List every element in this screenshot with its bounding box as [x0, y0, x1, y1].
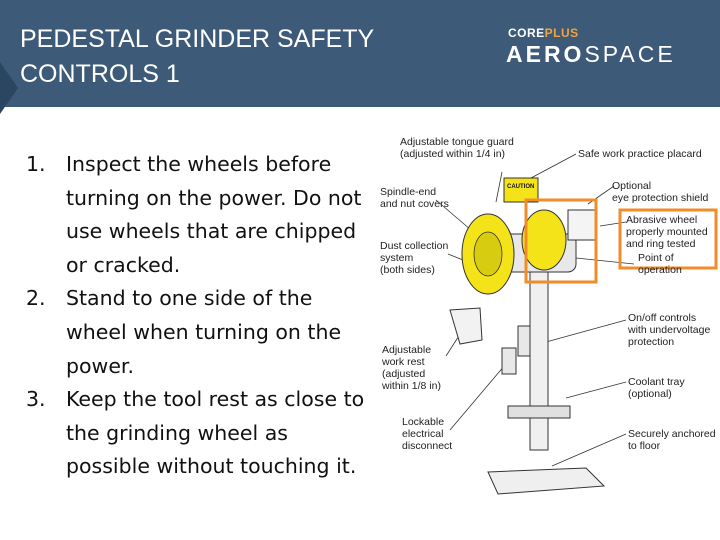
list-item-number: 1.: [26, 152, 46, 176]
label-tongue-guard: [400, 136, 514, 160]
list-item-text: Keep the tool rest as close to the grinding wheel as possible without touching it.: [66, 387, 365, 479]
list-item: [26, 282, 371, 383]
label-line: (adjusted within 1/4 in): [400, 148, 506, 160]
left-spindle-cover: [474, 232, 502, 276]
list-item-text: Inspect the wheels before turning on the power. Do not use wheels that are chipped or cracked.: [66, 152, 362, 277]
caution-text: CAUTION: [507, 184, 535, 190]
label-line: work rest: [382, 356, 425, 368]
label-anchored: [628, 428, 716, 452]
slide-title-line-1: PEDESTAL GRINDER SAFETY: [20, 25, 375, 53]
label-lockable-disconnect: [402, 416, 452, 452]
label-abrasive-wheel: [626, 214, 708, 250]
work-rest-shield: [450, 308, 482, 344]
pedestal-base: [488, 468, 604, 494]
caution-placard: [504, 178, 538, 202]
list-item: [26, 148, 371, 282]
label-eye-shield: [612, 180, 708, 204]
label-line: Coolant tray: [628, 376, 685, 388]
right-wheel-guard: [522, 210, 566, 270]
logo-aero-text: AERO: [506, 41, 585, 67]
list-item-number: 3.: [26, 387, 46, 412]
label-line: to floor: [628, 440, 661, 452]
label-line: and nut covers: [380, 198, 449, 210]
label-line: system: [380, 252, 414, 264]
label-line: and ring tested: [626, 238, 696, 250]
logo-coreplus-text: [508, 26, 579, 40]
label-line: with undervoltage: [628, 324, 711, 336]
label-line: Adjustable tongue guard: [400, 136, 514, 148]
label-line: Adjustable: [382, 344, 432, 356]
grinder-diagram: [376, 130, 720, 540]
slide-title: [20, 22, 440, 92]
eye-protection-shield: [568, 210, 596, 240]
label-line: (both sides): [380, 264, 435, 276]
list-item-number: 2.: [26, 286, 46, 311]
label-line: electrical: [402, 428, 444, 440]
coolant-tray: [508, 406, 570, 418]
label-line: Dust collection: [380, 240, 449, 252]
onoff-switch-box: [518, 326, 530, 356]
label-placard: [578, 148, 702, 160]
label-line: disconnect: [402, 440, 453, 452]
header-notch-decoration: [0, 62, 18, 114]
label-line: operation: [638, 264, 682, 276]
label-dust-collection: [380, 240, 448, 276]
label-work-rest: [382, 344, 441, 392]
label-spindle-covers: [380, 186, 449, 210]
safety-steps-list: [26, 148, 371, 484]
label-coolant-tray: [628, 376, 685, 400]
label-line: Securely anchored: [628, 428, 716, 440]
logo-core-text: CORE: [508, 26, 545, 40]
logo-aerospace-text: [506, 41, 676, 68]
slide-title-line-2: CONTROLS 1: [20, 60, 180, 88]
label-line: protection: [628, 336, 675, 348]
list-item: [26, 383, 371, 484]
logo-plus-text: PLUS: [544, 26, 579, 40]
disconnect-box: [502, 348, 516, 374]
logo-space-text: SPACE: [584, 41, 676, 67]
label-line: Safe work practice placard: [578, 148, 702, 160]
label-line: Point of: [638, 252, 674, 264]
title-bar: [0, 0, 720, 107]
coreplus-aerospace-logo: [506, 24, 706, 74]
label-point-of-operation: [638, 252, 682, 276]
label-line: Optional: [612, 180, 652, 192]
label-line: (adjusted: [382, 368, 426, 380]
label-line: On/off controls: [628, 312, 697, 324]
label-line: Spindle-end: [380, 186, 437, 198]
label-onoff-controls: [628, 312, 710, 348]
label-line: eye protection shield: [612, 192, 709, 204]
label-line: (optional): [628, 388, 672, 400]
pedestal-column: [530, 270, 548, 450]
label-line: Lockable: [402, 416, 445, 428]
label-line: properly mounted: [626, 226, 708, 238]
list-item-text: Stand to one side of the wheel when turning on the power.: [66, 286, 342, 378]
label-line: within 1/8 in): [382, 380, 441, 392]
label-line: Abrasive wheel: [626, 214, 698, 226]
